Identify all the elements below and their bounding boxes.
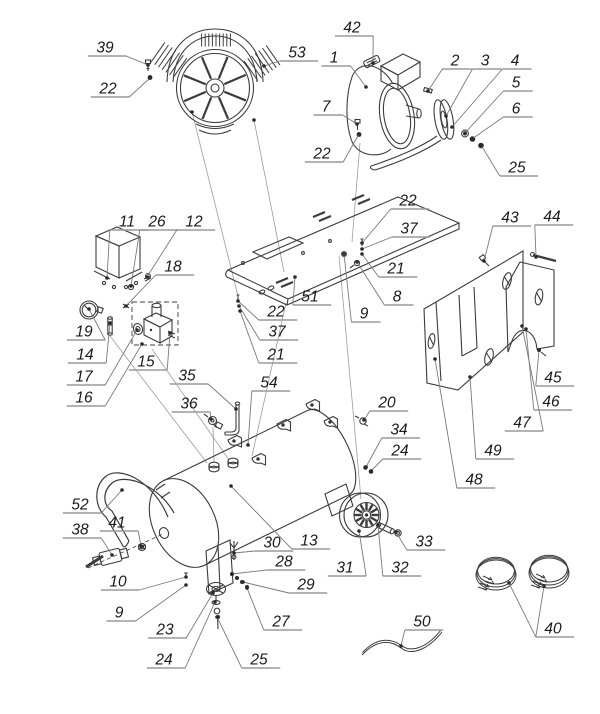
- callout-leader: [243, 582, 289, 593]
- tank-outlet-port: [158, 526, 170, 539]
- callout-layer: [63, 20, 574, 669]
- pressure-switch: [94, 227, 142, 289]
- callout-leader: [362, 209, 391, 243]
- callout-leader: [101, 490, 122, 513]
- flywheel-hub: [206, 79, 224, 97]
- callout-leader: [465, 91, 503, 133]
- callout-number: 23: [156, 621, 174, 639]
- callout-number: 9: [114, 604, 124, 622]
- callout-8: [355, 260, 413, 305]
- callout-leader: [509, 583, 536, 637]
- callout-leader: [107, 230, 110, 278]
- callout-target-dot: [482, 259, 486, 263]
- callout-25: [479, 143, 538, 176]
- callout-target-dot: [360, 252, 364, 256]
- callout-target-dot: [105, 276, 109, 280]
- callout-target-dot: [245, 586, 249, 590]
- callout-target-dot: [209, 417, 213, 421]
- tank-cap-a: [209, 462, 219, 472]
- callout-number: 37: [268, 323, 286, 341]
- callout-number: 11: [118, 213, 136, 231]
- callout-target-dot: [230, 572, 234, 576]
- callout-target-dot: [369, 469, 373, 473]
- flywheel-rim-outer: [177, 50, 254, 127]
- callout-number: 24: [155, 651, 173, 669]
- callout-5: [463, 75, 532, 135]
- callout-leader: [293, 277, 295, 305]
- callout-leader: [526, 329, 534, 410]
- motor-body: [347, 66, 393, 155]
- callout-target-dot: [463, 131, 467, 135]
- pump-assembly: [146, 29, 280, 134]
- callout-leader: [247, 588, 264, 630]
- callout-leader: [185, 602, 215, 668]
- callout-target-dot: [364, 85, 368, 89]
- callout-target-dot: [470, 137, 474, 141]
- callout-leader: [240, 311, 259, 363]
- callout-target-dot: [524, 327, 528, 331]
- callout-target-dot: [237, 304, 241, 308]
- callout-leader: [351, 66, 366, 87]
- callout-target-dot: [110, 553, 114, 557]
- callout-target-dot: [211, 591, 215, 595]
- unloader-pipe: [225, 402, 240, 435]
- callout-48: [433, 357, 495, 488]
- callout-leader: [344, 254, 351, 322]
- callout-25: [215, 615, 280, 668]
- callout-11: [105, 214, 148, 280]
- callout-number: 13: [300, 532, 318, 550]
- callout-number: 49: [484, 442, 502, 460]
- callout-target-dot: [293, 275, 297, 279]
- callout-target-dot: [120, 488, 124, 492]
- callout-leader: [234, 551, 255, 553]
- callout-leader: [362, 237, 392, 249]
- callout-target-dot: [140, 342, 144, 346]
- cylinder-head-fins: [151, 34, 280, 81]
- drain-valve: [207, 583, 226, 630]
- base-plate: [226, 192, 459, 305]
- callout-number: 7: [321, 98, 331, 116]
- callout-target-dot: [362, 418, 366, 422]
- callout-number: 38: [71, 521, 89, 539]
- callout-number: 29: [297, 576, 315, 594]
- callout-number: 33: [415, 533, 433, 551]
- callout-47: [505, 324, 543, 431]
- callout-33: [394, 530, 445, 550]
- callout-number: 20: [378, 394, 396, 412]
- callout-45: [536, 348, 574, 386]
- callout-number: 36: [180, 395, 198, 413]
- callout-52: [63, 488, 124, 513]
- callout-49: [468, 375, 514, 459]
- callout-target-dot: [342, 252, 346, 256]
- wheel: [340, 493, 402, 537]
- callout-target-dot: [229, 484, 233, 488]
- callout-target-dot: [232, 551, 236, 555]
- callout-23: [148, 591, 215, 638]
- callout-target-dot: [507, 581, 511, 585]
- handle: [97, 473, 174, 547]
- callout-target-dot: [537, 348, 541, 352]
- callout-number: 17: [75, 368, 93, 386]
- callout-number: 30: [263, 534, 281, 552]
- callout-target-dot: [241, 580, 245, 584]
- callout-number: 47: [513, 414, 531, 432]
- callout-leader: [470, 377, 476, 459]
- callout-number: 10: [109, 573, 127, 591]
- callout-51: [293, 275, 331, 305]
- callout-number: 8: [392, 288, 402, 306]
- belt-guard-panels: [424, 251, 556, 390]
- callout-2: [426, 53, 471, 93]
- callout-number: 3: [480, 52, 490, 70]
- callout-number: 22: [99, 80, 117, 98]
- callout-number: 45: [544, 369, 562, 387]
- callout-number: 48: [465, 471, 483, 489]
- callout-target-dot: [433, 357, 437, 361]
- callout-number: 9: [359, 305, 369, 323]
- motor: [347, 54, 484, 170]
- callout-number: 25: [250, 651, 268, 669]
- callout-number: 15: [137, 353, 155, 371]
- callout-number: 42: [343, 19, 361, 37]
- callout-22: [91, 76, 152, 97]
- callout-target-dot: [394, 530, 398, 534]
- callout-target-dot: [213, 600, 217, 604]
- callout-39: [88, 40, 150, 67]
- callout-22: [305, 132, 361, 162]
- callout-43: [482, 210, 531, 263]
- callout-target-dot: [246, 443, 250, 447]
- callout-number: 24: [391, 442, 409, 460]
- callout-number: 27: [272, 613, 290, 631]
- callout-50: [399, 614, 443, 648]
- callout-target-dot: [364, 465, 368, 469]
- callout-target-dot: [87, 307, 91, 311]
- callout-target-dot: [184, 575, 188, 579]
- tank-brackets: [228, 400, 338, 466]
- pressure-gauge: [80, 301, 103, 319]
- callout-target-dot: [360, 247, 364, 251]
- callout-number: 32: [391, 559, 409, 577]
- callout-leader: [208, 384, 236, 409]
- callout-36: [172, 396, 213, 421]
- callout-22: [236, 299, 297, 320]
- callout-number: 51: [301, 288, 319, 306]
- callout-10: [101, 574, 188, 591]
- callout-target-dot: [145, 275, 149, 279]
- callout-9: [342, 252, 380, 322]
- callout-target-dot: [399, 644, 403, 648]
- callout-number: 43: [501, 209, 519, 227]
- callout-number: 21: [387, 260, 405, 278]
- callout-target-dot: [371, 61, 375, 65]
- callout-number: 41: [108, 514, 126, 532]
- callout-leader: [535, 225, 536, 257]
- callout-target-dot: [124, 304, 128, 308]
- callout-leader: [481, 145, 500, 176]
- callout-number: 19: [75, 323, 93, 341]
- callout-number: 53: [288, 44, 306, 62]
- callout-number: 12: [185, 213, 203, 231]
- callout-target-dot: [168, 331, 172, 335]
- callout-1: [321, 50, 367, 89]
- callout-target-dot: [238, 309, 242, 313]
- callout-7: [313, 99, 358, 126]
- hose-coil: [529, 555, 569, 588]
- callout-target-dot: [139, 544, 143, 548]
- tank-cap-b: [228, 458, 238, 468]
- callout-number: 2: [450, 52, 460, 70]
- callout-number: 31: [336, 559, 354, 577]
- callout-number: 26: [148, 213, 166, 231]
- callout-leader: [536, 586, 544, 637]
- callout-target-dot: [357, 529, 361, 533]
- callout-leader: [136, 585, 186, 621]
- callout-15: [129, 331, 172, 370]
- callout-number: 35: [178, 367, 196, 385]
- unloader-valve: [204, 414, 223, 429]
- hose-coils: [476, 555, 569, 590]
- guard-back-panel: [424, 251, 523, 390]
- callout-target-dot: [534, 255, 538, 259]
- callout-number: 44: [543, 208, 561, 226]
- callout-target-dot: [360, 241, 364, 245]
- callout-target-dot: [355, 122, 359, 126]
- callout-number: 25: [508, 159, 526, 177]
- callout-number: 37: [400, 220, 418, 238]
- plate-slots: [276, 195, 370, 287]
- callout-44: [534, 209, 573, 259]
- callout-target-dot: [146, 63, 150, 67]
- tank: [136, 400, 374, 630]
- callout-target-dot: [234, 407, 238, 411]
- callout-target-dot: [135, 328, 139, 332]
- callout-number: 5: [511, 74, 521, 92]
- callout-leader: [126, 275, 156, 306]
- motor-end-face: [375, 81, 419, 152]
- callout-leader: [129, 78, 150, 97]
- crankcase-base: [196, 124, 234, 134]
- callout-6: [470, 101, 532, 141]
- unloader-valve-block: [132, 303, 175, 343]
- callout-target-dot: [479, 143, 483, 147]
- callout-target-dot: [215, 615, 219, 619]
- pump-shroud-outer: [167, 29, 263, 82]
- callout-number: 46: [542, 393, 560, 411]
- callout-leader: [248, 391, 252, 445]
- callout-leader: [428, 69, 442, 91]
- callout-number: 22: [313, 145, 331, 163]
- callout-number: 22: [399, 192, 417, 210]
- motor-shaft: [417, 109, 421, 118]
- callout-leader: [401, 630, 405, 646]
- callout-number: 16: [75, 389, 93, 407]
- callout-leader: [126, 56, 148, 65]
- callout-number: 18: [164, 258, 182, 276]
- terminal-box: [381, 54, 420, 90]
- callout-leader: [232, 570, 267, 574]
- callout-leader: [536, 350, 539, 386]
- callout-number: 4: [510, 52, 520, 70]
- callout-54: [246, 375, 290, 447]
- callout-21: [360, 252, 417, 277]
- callout-number: 28: [275, 553, 293, 571]
- callout-target-dot: [468, 375, 472, 379]
- callout-leader: [371, 459, 383, 471]
- callout-target-dot: [542, 584, 546, 588]
- callout-40: [507, 581, 574, 637]
- callout-target-dot: [236, 299, 240, 303]
- callout-number: 22: [267, 303, 285, 321]
- callout-leader: [435, 359, 457, 488]
- callout-number: 39: [96, 39, 114, 57]
- callout-target-dot: [426, 89, 430, 93]
- callout-leader: [231, 486, 292, 549]
- callout-28: [230, 554, 305, 576]
- callout-42: [335, 20, 375, 65]
- callout-number: 40: [544, 620, 562, 638]
- callout-target-dot: [444, 114, 448, 118]
- callout-target-dot: [376, 523, 380, 527]
- callout-number: 14: [76, 346, 94, 364]
- callout-29: [241, 577, 327, 594]
- callout-number: 50: [413, 613, 431, 631]
- callout-target-dot: [148, 76, 152, 80]
- callout-leader: [452, 69, 502, 127]
- callout-target-dot: [129, 284, 133, 288]
- callout-number: 34: [390, 421, 408, 439]
- guard-front-cover: [506, 262, 554, 352]
- callout-number: 1: [329, 49, 339, 67]
- callout-53: [262, 45, 318, 68]
- flywheel-spokes: [184, 57, 246, 119]
- callout-target-dot: [450, 125, 454, 129]
- callout-target-dot: [355, 260, 359, 264]
- callout-leader: [484, 226, 493, 261]
- callout-leader: [105, 330, 137, 385]
- callout-number: 52: [71, 496, 89, 514]
- callout-20: [362, 395, 408, 422]
- callout-number: 6: [511, 100, 521, 118]
- callout-target-dot: [262, 64, 266, 68]
- pressure-switch-assembly: [80, 227, 178, 345]
- callout-number: 54: [260, 374, 278, 392]
- callout-leader: [359, 531, 366, 576]
- callout-target-dot: [520, 324, 524, 328]
- callout-leader: [378, 525, 383, 576]
- callout-leader: [217, 617, 242, 668]
- callout-target-dot: [184, 583, 188, 587]
- callout-30: [232, 535, 293, 555]
- callout-leader: [396, 532, 407, 550]
- drain-ball-valve: [86, 534, 163, 568]
- callout-leader: [446, 69, 472, 116]
- callout-number: 21: [267, 346, 285, 364]
- callout-leader: [139, 577, 186, 590]
- callout-target-dot: [357, 132, 361, 136]
- callout-target-dot: [108, 321, 112, 325]
